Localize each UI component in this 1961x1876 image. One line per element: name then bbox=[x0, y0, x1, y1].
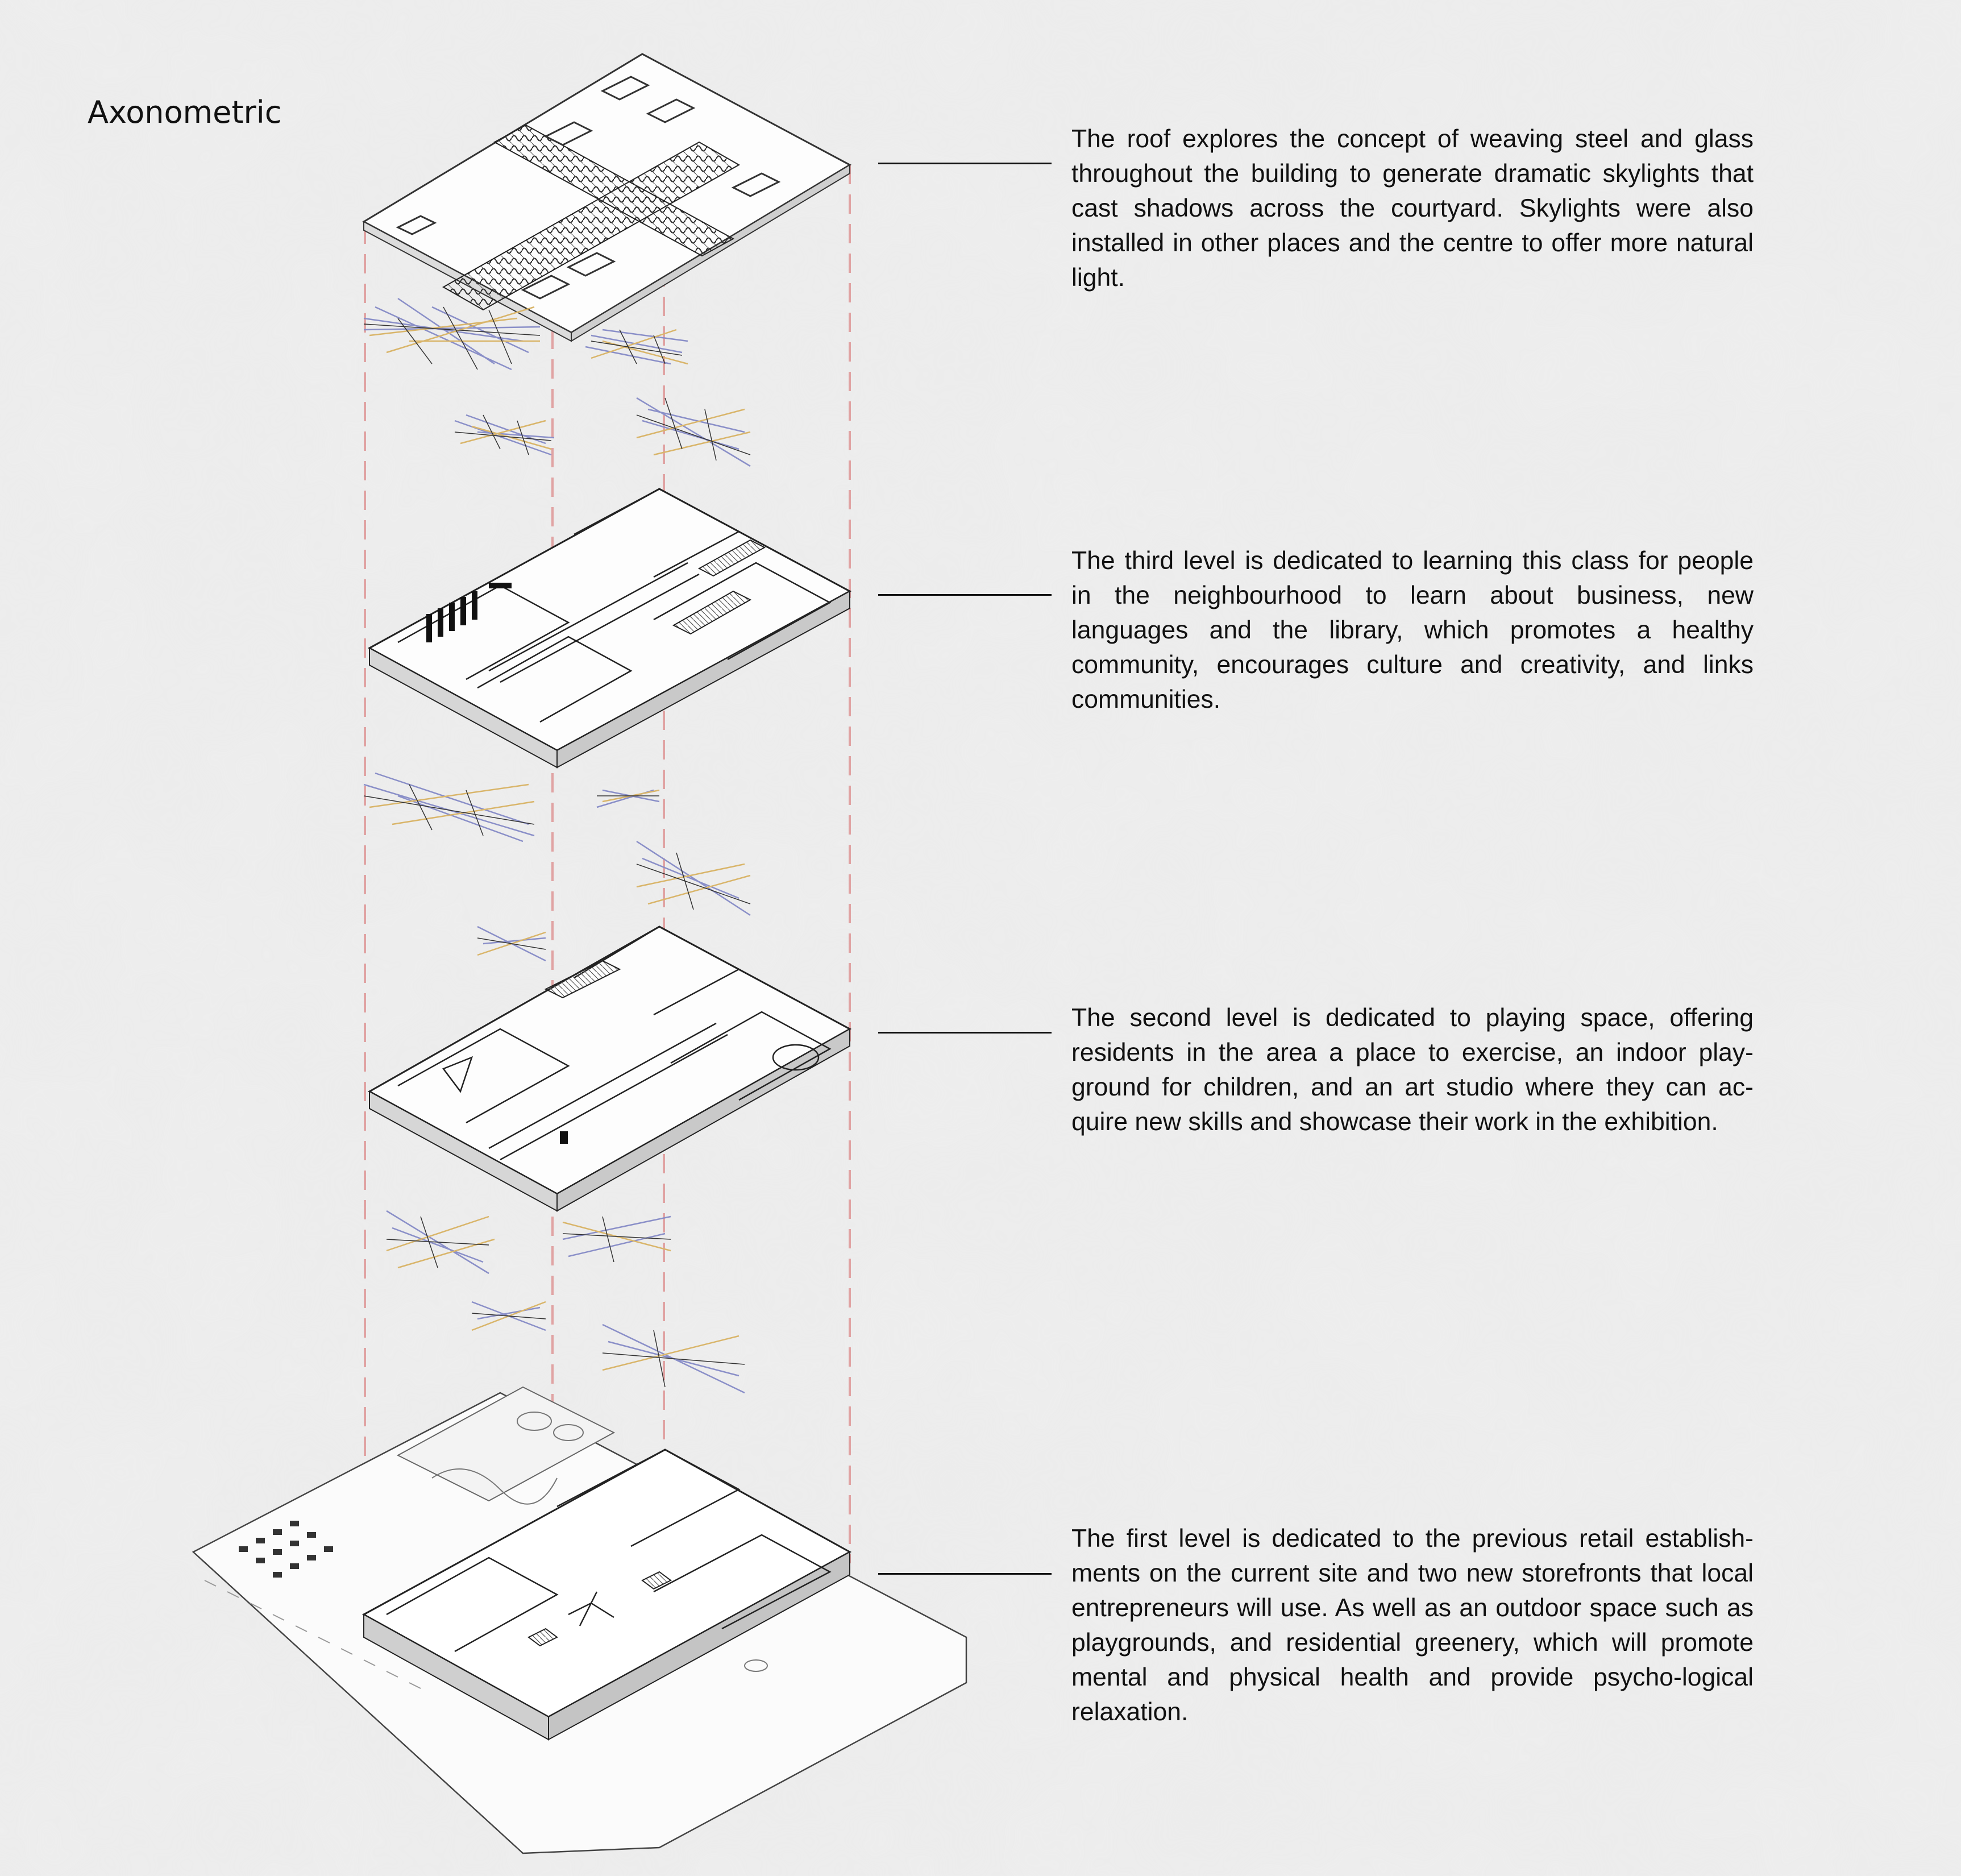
third-level-leader-line bbox=[878, 594, 1052, 596]
third-level-annotation: The third level is dedicated to learning this class for people in the neighbourhood to learn about business, new languages and the library, which promotes a healthy community, encourages culture and creativity, and links communities. bbox=[1071, 547, 1754, 713]
roof-leader-line bbox=[878, 163, 1052, 164]
second-level-leader-line bbox=[878, 1032, 1052, 1034]
second-level-annotation: The second level is dedicated to playing space, offering residents in the area a place to exercise, an indoor play-ground for children, and an art studio where they can ac-quire new skills and showcase their work in the exhibition. bbox=[1071, 1004, 1754, 1136]
first-level-leader-line bbox=[878, 1573, 1052, 1575]
third-level-plan bbox=[369, 489, 850, 767]
skylight-frames-middle bbox=[364, 773, 750, 961]
first-level-plan bbox=[193, 1387, 966, 1853]
second-level-plan bbox=[369, 927, 850, 1211]
first-level-annotation: The first level is dedicated to the previous retail establish-ments on the current site and two new storefronts that local entrepreneurs will use. As well as an outdoor space such as playgrounds, and residential greenery, which will promote mental and physical health and provide psycho-logical relaxation. bbox=[1071, 1525, 1754, 1726]
page-title: Axonometric bbox=[88, 94, 282, 130]
roof-slab bbox=[364, 54, 850, 341]
skylight-frames-lower bbox=[387, 1211, 745, 1393]
roof-annotation: The roof explores the concept of weaving steel and glass throughout the building to generate dramatic skylights that cast shadows across the courtyard. Skylights were also installed in other places and the centre to offer more natural light. bbox=[1071, 125, 1754, 292]
